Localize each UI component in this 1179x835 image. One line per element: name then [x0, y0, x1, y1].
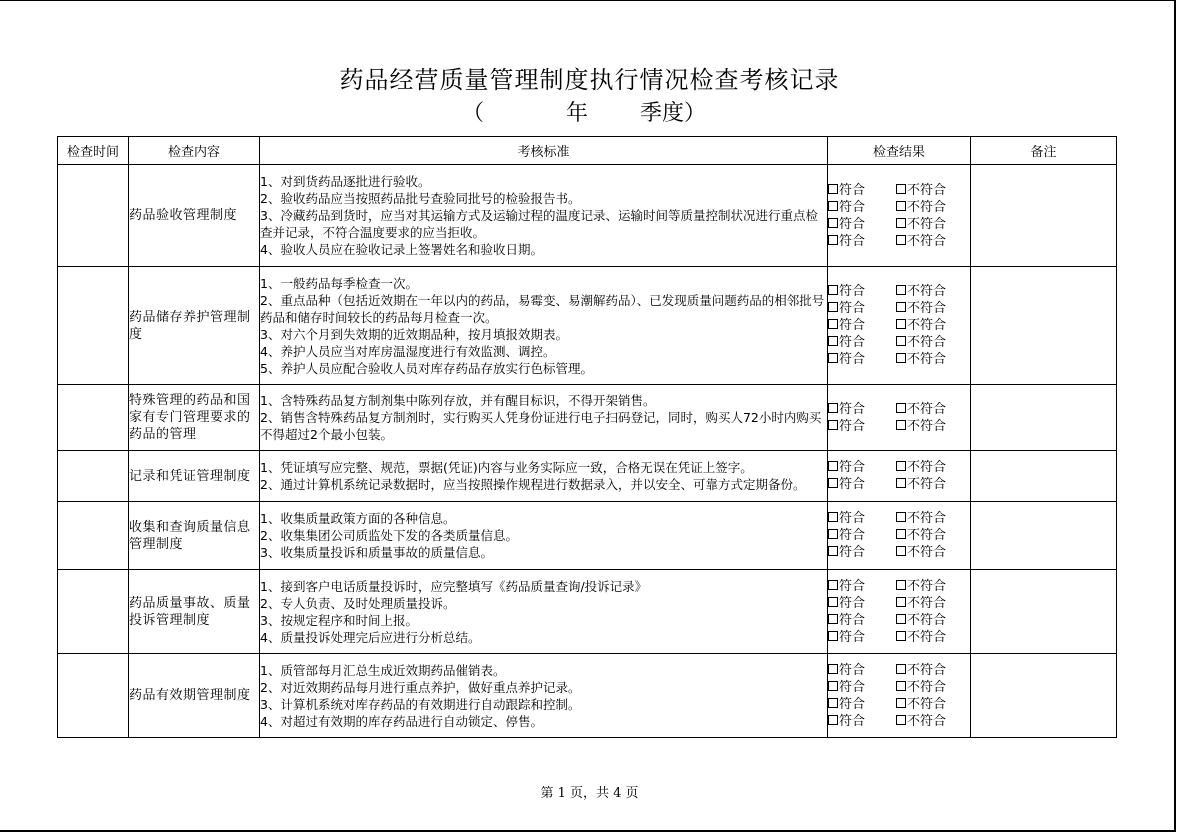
fail-option[interactable] [896, 334, 946, 351]
pass-option[interactable] [828, 578, 896, 595]
checkbox-icon[interactable] [896, 420, 906, 430]
check-time-cell[interactable] [58, 165, 129, 267]
result-option-pair [828, 182, 970, 199]
checkbox-icon[interactable] [896, 546, 906, 556]
pass-option[interactable] [828, 595, 896, 612]
checkbox-icon[interactable] [828, 478, 838, 488]
standard-item: 5、养护人员应配合验收人员对库存药品存放实行色标管理。 [260, 360, 593, 376]
pass-option[interactable] [828, 216, 896, 233]
checkbox-icon[interactable] [896, 218, 906, 228]
standard-cell [260, 502, 828, 570]
result-option-pair [828, 459, 970, 476]
pass-label: 符合 [839, 511, 866, 526]
pass-label: 符合 [839, 233, 866, 249]
result-option-pair [828, 713, 970, 730]
fail-label: 不符合 [907, 612, 947, 628]
checkbox-icon[interactable] [896, 715, 906, 725]
result-option-pair [828, 283, 970, 300]
fail-label: 不符合 [907, 318, 947, 333]
standard-item: 1、收集质量政策方面的各种信息。 [260, 511, 456, 526]
pass-option[interactable] [828, 182, 896, 199]
checkbox-icon[interactable] [896, 184, 906, 194]
check-content-cell: 收集和查询质量信息管理制度 [129, 502, 260, 570]
fail-option[interactable] [896, 510, 946, 527]
remark-cell[interactable] [971, 165, 1117, 267]
checkbox-icon[interactable] [828, 235, 838, 245]
standard-item: 2、重点品种（包括近效期在一年以内的药品，易霉变、易潮解药品）、已发现质量问题药品的相邻批号药品和储存时间较长的药品每月检查一次。 [260, 292, 825, 325]
table-row [58, 570, 1117, 654]
pass-option[interactable] [828, 510, 896, 527]
checkbox-icon[interactable] [828, 631, 838, 641]
result-option-pair [828, 418, 970, 435]
fail-label: 不符合 [907, 662, 947, 678]
fail-label: 不符合 [907, 284, 947, 299]
checkbox-icon[interactable] [896, 664, 906, 674]
standard-item: 2、收集集团公司质监处下发的各类质量信息。 [260, 528, 518, 543]
result-option-pair [828, 351, 970, 368]
fail-option[interactable] [896, 418, 946, 435]
check-time-cell[interactable] [58, 654, 129, 738]
checkbox-icon[interactable] [828, 664, 838, 674]
fail-option[interactable] [896, 662, 946, 679]
fail-label: 不符合 [907, 418, 947, 434]
standard-item: 4、对超过有效期的库存药品进行自动锁定、停售。 [260, 713, 543, 729]
fail-option[interactable] [896, 595, 946, 612]
result-option-pair [828, 476, 970, 493]
standard-cell [260, 165, 828, 267]
header-check-result: 检查结果 [828, 137, 971, 165]
pass-label: 符合 [839, 713, 866, 729]
result-option-pair [828, 317, 970, 334]
pass-label: 符合 [839, 477, 866, 492]
standard-item: 4、质量投诉处理完后应进行分析总结。 [260, 629, 481, 645]
result-option-pair [828, 527, 970, 544]
pass-option[interactable] [828, 476, 896, 493]
checkbox-icon[interactable] [828, 461, 838, 471]
pass-label: 符合 [839, 460, 866, 475]
result-option-pair [828, 696, 970, 713]
standard-item: 1、接到客户电话质量投诉时，应完整填写《药品质量查询/投诉记录》 [260, 578, 648, 594]
result-option-pair [828, 629, 970, 646]
checkbox-icon[interactable] [828, 184, 838, 194]
checkbox-icon[interactable] [828, 285, 838, 295]
fail-label: 不符合 [907, 696, 947, 712]
checkbox-icon[interactable] [828, 715, 838, 725]
checkbox-icon[interactable] [828, 403, 838, 413]
checkbox-icon[interactable] [896, 353, 906, 363]
pass-label: 符合 [839, 284, 866, 299]
fail-option[interactable] [896, 199, 946, 216]
pass-option[interactable] [828, 300, 896, 317]
table-row [58, 654, 1117, 738]
checkbox-icon[interactable] [896, 201, 906, 211]
check-content-cell: 药品验收管理制度 [129, 165, 260, 267]
check-result-cell [828, 654, 971, 738]
checkbox-icon[interactable] [896, 614, 906, 624]
pass-label: 符合 [839, 679, 866, 695]
fail-label: 不符合 [907, 301, 947, 316]
pass-option[interactable] [828, 418, 896, 435]
fail-label: 不符合 [907, 511, 947, 526]
fail-option[interactable] [896, 317, 946, 334]
pass-label: 符合 [839, 335, 866, 350]
checkbox-icon[interactable] [828, 512, 838, 522]
pass-option[interactable] [828, 629, 896, 646]
fail-label: 不符合 [907, 595, 947, 611]
checkbox-icon[interactable] [828, 580, 838, 590]
pass-label: 符合 [839, 545, 866, 560]
checkbox-icon[interactable] [896, 403, 906, 413]
fail-option[interactable] [896, 216, 946, 233]
standard-item: 2、专人负责、及时处理质量投诉。 [260, 595, 456, 611]
pass-label: 符合 [839, 629, 866, 645]
fail-option[interactable] [896, 401, 946, 418]
fail-option[interactable] [896, 713, 946, 730]
remark-cell[interactable] [971, 502, 1117, 570]
checkbox-icon[interactable] [828, 353, 838, 363]
fail-label: 不符合 [907, 199, 947, 215]
result-option-pair [828, 662, 970, 679]
standard-item: 1、对到货药品逐批进行验收。 [260, 174, 431, 189]
result-option-pair [828, 544, 970, 561]
pass-option[interactable] [828, 199, 896, 216]
pass-option[interactable] [828, 317, 896, 334]
remark-cell[interactable] [971, 570, 1117, 654]
check-time-cell[interactable] [58, 502, 129, 570]
result-option-pair [828, 510, 970, 527]
pass-option[interactable] [828, 283, 896, 300]
checkbox-icon[interactable] [896, 302, 906, 312]
standard-cell [260, 267, 828, 385]
check-result-cell [828, 385, 971, 451]
checkbox-icon[interactable] [828, 302, 838, 312]
pass-label: 符合 [839, 401, 866, 417]
checkbox-icon[interactable] [828, 201, 838, 211]
fail-option[interactable] [896, 476, 946, 493]
fail-option[interactable] [896, 527, 946, 544]
standard-item: 1、含特殊药品复方制剂集中陈列存放，并有醒目标识，不得开架销售。 [260, 393, 656, 408]
standard-item: 2、对近效期药品每月进行重点养护，做好重点养护记录。 [260, 679, 581, 695]
fail-label: 不符合 [907, 528, 947, 543]
check-result-cell [828, 165, 971, 267]
remark-cell[interactable] [971, 654, 1117, 738]
checkbox-icon[interactable] [828, 529, 838, 539]
pass-label: 符合 [839, 578, 866, 594]
check-content-cell: 特殊管理的药品和国家有专门管理要求的药品的管理 [129, 385, 260, 451]
standard-item: 1、质管部每月汇总生成近效期药品催销表。 [260, 662, 506, 678]
checkbox-icon[interactable] [896, 285, 906, 295]
fail-label: 不符合 [907, 477, 947, 492]
fail-option[interactable] [896, 629, 946, 646]
pass-label: 符合 [839, 528, 866, 543]
pass-label: 符合 [839, 662, 866, 678]
checkbox-icon[interactable] [828, 336, 838, 346]
checkbox-icon[interactable] [896, 597, 906, 607]
fail-option[interactable] [896, 696, 946, 713]
result-option-pair [828, 199, 970, 216]
subtitle-year: 年 [566, 101, 589, 126]
fail-label: 不符合 [907, 216, 947, 232]
remark-cell[interactable] [971, 385, 1117, 451]
fail-label: 不符合 [907, 401, 947, 417]
result-option-pair [828, 595, 970, 612]
result-option-pair [828, 216, 970, 233]
pass-label: 符合 [839, 595, 866, 611]
result-option-pair [828, 578, 970, 595]
checkbox-icon[interactable] [828, 597, 838, 607]
result-option-pair [828, 300, 970, 317]
result-option-pair [828, 334, 970, 351]
checkbox-icon[interactable] [896, 698, 906, 708]
pass-option[interactable] [828, 544, 896, 561]
pass-option[interactable] [828, 334, 896, 351]
standard-item: 3、计算机系统对库存药品的有效期进行自动跟踪和控制。 [260, 696, 581, 712]
fail-label: 不符合 [907, 233, 947, 249]
checkbox-icon[interactable] [896, 631, 906, 641]
check-content-cell: 记录和凭证管理制度 [129, 451, 260, 502]
fail-option[interactable] [896, 679, 946, 696]
remark-cell[interactable] [971, 267, 1117, 385]
fail-option[interactable] [896, 459, 946, 476]
header-check-time: 检查时间 [58, 137, 129, 165]
fail-option[interactable] [896, 300, 946, 317]
standard-item: 3、冷藏药品到货时，应当对其运输方式及运输过程的温度记录、运输时间等质量控制状况进行重点检查并记录，不符合温度要求的应当拒收。 [260, 208, 818, 240]
header-check-content: 检查内容 [129, 137, 260, 165]
fail-option[interactable] [896, 544, 946, 561]
pass-option[interactable] [828, 713, 896, 730]
standard-item: 3、收集质量投诉和质量事故的质量信息。 [260, 545, 493, 560]
standard-cell [260, 654, 828, 738]
standard-cell [260, 451, 828, 502]
header-standard: 考核标准 [260, 137, 828, 165]
standard-item: 3、按规定程序和时间上报。 [260, 612, 418, 628]
fail-label: 不符合 [907, 578, 947, 594]
table-row [58, 385, 1117, 451]
fail-label: 不符合 [907, 629, 947, 645]
pass-option[interactable] [828, 351, 896, 368]
pass-label: 符合 [839, 182, 866, 198]
standard-item: 1、一般药品每季检查一次。 [260, 275, 418, 291]
check-result-cell [828, 267, 971, 385]
document-title: 药品经营质量管理制度执行情况检查考核记录 [339, 66, 840, 94]
subtitle-open-paren: （ [462, 101, 485, 126]
page-footer: 第 1 页，共 4 页 [540, 786, 639, 801]
standard-item: 3、对六个月到失效期的近效期品种，按月填报效期表。 [260, 326, 568, 342]
table-row [58, 267, 1117, 385]
check-content-cell: 药品质量事故、质量投诉管理制度 [129, 570, 260, 654]
pass-option[interactable] [828, 401, 896, 418]
checkbox-icon[interactable] [896, 681, 906, 691]
check-time-cell[interactable] [58, 385, 129, 451]
standard-item: 2、通过计算机系统记录数据时，应当按照操作规程进行数据录入，并以安全、可靠方式定期备份。 [260, 477, 806, 492]
standard-cell [260, 385, 828, 451]
inspection-record-table [57, 136, 1117, 738]
pass-label: 符合 [839, 301, 866, 316]
table-row [58, 451, 1117, 502]
result-option-pair [828, 679, 970, 696]
checkbox-icon[interactable] [828, 319, 838, 329]
remark-cell[interactable] [971, 451, 1117, 502]
checkbox-icon[interactable] [896, 336, 906, 346]
fail-option[interactable] [896, 351, 946, 368]
standard-cell [260, 570, 828, 654]
fail-label: 不符合 [907, 352, 947, 367]
pass-option[interactable] [828, 527, 896, 544]
check-time-cell[interactable] [58, 570, 129, 654]
checkbox-icon[interactable] [896, 478, 906, 488]
checkbox-icon[interactable] [896, 512, 906, 522]
pass-option[interactable] [828, 679, 896, 696]
check-content-cell: 药品有效期管理制度 [129, 654, 260, 738]
standard-item: 2、销售含特殊药品复方制剂时，实行购买人凭身份证进行电子扫码登记，同时，购买人72小时内购买不得超过2个最小包装。 [260, 410, 822, 442]
check-time-cell[interactable] [58, 267, 129, 385]
pass-label: 符合 [839, 696, 866, 712]
checkbox-icon[interactable] [828, 218, 838, 228]
check-content-cell: 药品储存养护管理制度 [129, 267, 260, 385]
checkbox-icon[interactable] [896, 235, 906, 245]
checkbox-icon[interactable] [896, 529, 906, 539]
standard-item: 4、养护人员应当对库房温湿度进行有效监测、调控。 [260, 343, 556, 359]
checkbox-icon[interactable] [896, 461, 906, 471]
pass-label: 符合 [839, 612, 866, 628]
fail-label: 不符合 [907, 335, 947, 350]
pass-label: 符合 [839, 418, 866, 434]
fail-option[interactable] [896, 612, 946, 629]
pass-option[interactable] [828, 662, 896, 679]
checkbox-icon[interactable] [896, 319, 906, 329]
subtitle-quarter: 季度） [640, 101, 707, 126]
pass-option[interactable] [828, 459, 896, 476]
checkbox-icon[interactable] [828, 546, 838, 556]
standard-item: 4、验收人员应在验收记录上签署姓名和验收日期。 [260, 242, 543, 257]
fail-label: 不符合 [907, 182, 947, 198]
check-time-cell[interactable] [58, 451, 129, 502]
check-result-cell [828, 570, 971, 654]
fail-label: 不符合 [907, 545, 947, 560]
pass-label: 符合 [839, 318, 866, 333]
result-option-pair [828, 612, 970, 629]
fail-option[interactable] [896, 233, 946, 250]
table-header-row [58, 137, 1117, 165]
pass-label: 符合 [839, 199, 866, 215]
fail-label: 不符合 [907, 460, 947, 475]
check-result-cell [828, 451, 971, 502]
table-row [58, 502, 1117, 570]
pass-option[interactable] [828, 696, 896, 713]
table-row [58, 165, 1117, 267]
checkbox-icon[interactable] [828, 681, 838, 691]
result-option-pair [828, 233, 970, 250]
pass-option[interactable] [828, 612, 896, 629]
result-option-pair [828, 401, 970, 418]
checkbox-icon[interactable] [828, 614, 838, 624]
checkbox-icon[interactable] [896, 580, 906, 590]
pass-label: 符合 [839, 216, 866, 232]
header-remark: 备注 [971, 137, 1117, 165]
fail-option[interactable] [896, 578, 946, 595]
fail-option[interactable] [896, 182, 946, 199]
standard-item: 1、凭证填写应完整、规范，票据(凭证)内容与业务实际应一致，合格无误在凭证上签字。 [260, 460, 753, 475]
fail-option[interactable] [896, 283, 946, 300]
checkbox-icon[interactable] [828, 698, 838, 708]
standard-item: 2、验收药品应当按照药品批号查验同批号的检验报告书。 [260, 191, 581, 206]
pass-label: 符合 [839, 352, 866, 367]
fail-label: 不符合 [907, 679, 947, 695]
check-result-cell [828, 502, 971, 570]
pass-option[interactable] [828, 233, 896, 250]
fail-label: 不符合 [907, 713, 947, 729]
checkbox-icon[interactable] [828, 420, 838, 430]
